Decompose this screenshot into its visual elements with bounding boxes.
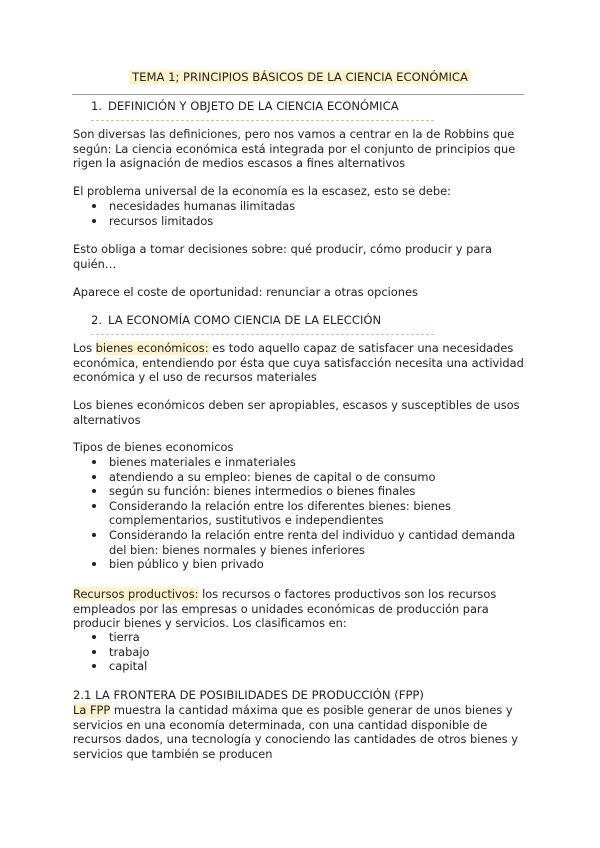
section-2-1-paragraph [73, 703, 533, 761]
section-1-paragraph-3: Esto obliga a tomar decisiones sobre: qué producir, cómo producir y para quién… [73, 242, 492, 271]
list-item: bienes materiales e inmateriales [73, 455, 533, 470]
title-divider [72, 94, 524, 95]
section-2-heading [91, 313, 381, 328]
bienes-economicos-term: bienes económicos: [95, 341, 209, 355]
scarcity-list [73, 199, 533, 228]
document-title: TEMA 1; PRINCIPIOS BÁSICOS DE LA CIENCIA ECONÓMICA [129, 70, 471, 84]
section-1-heading [91, 99, 399, 114]
list-item: tierra [73, 630, 533, 645]
list-item: capital [73, 659, 533, 674]
section-1-divider [91, 120, 434, 121]
list-item: atendiendo a su empleo: bienes de capital o de consumo [73, 470, 533, 485]
list-item: bien público y bien privado [73, 557, 533, 572]
types-label: Tipos de bienes economicos [73, 440, 234, 454]
fpp-term: La FPP [73, 703, 111, 717]
list-item: Considerando la relación entre los diferentes bienes: bienes complementarios, sustitutivos e independientes [73, 499, 533, 528]
list-item: trabajo [73, 645, 533, 660]
section-1-number: 1. [91, 99, 103, 113]
section-1-paragraph-1: Son diversas las definiciones, pero nos vamos a centrar en la de Robbins que según: La ciencia económica está integrada por el conjunto de principios que rigen la asignación de medios escasos a fines alternativos [73, 127, 516, 171]
section-2-divider [91, 334, 434, 335]
section-2-1-heading: 2.1 LA FRONTERA DE POSIBILIDADES DE PRODUCCIÓN (FPP) [73, 688, 424, 702]
section-2-title: LA ECONOMÍA COMO CIENCIA DE LA ELECCIÓN [108, 313, 382, 327]
recursos-productivos-term: Recursos productivos: [73, 587, 199, 601]
list-item: recursos limitados [73, 214, 533, 229]
section-2-paragraph-2: Los bienes económicos deben ser apropiables, escasos y susceptibles de usos alternativos [73, 398, 520, 427]
para-prefix: Los [73, 341, 96, 355]
section-1-paragraph-4: Aparece el coste de oportunidad: renunciar a otras opciones [73, 285, 418, 299]
section-2-paragraph-1 [73, 341, 533, 385]
list-item: según su función: bienes intermedios o bienes finales [73, 484, 533, 499]
para-rest: es todo aquello capaz de satisfacer una necesidades económica, entendiendo por ésta que cuya satisfacción necesita una actividad económica y el uso de recursos materiales [73, 341, 524, 385]
resources-paragraph [73, 587, 533, 631]
fpp-text: muestra la cantidad máxima que es posible generar de unos bienes y servicios en una economía determinada, con una cantidad disponible de recursos dados, una tecnología y conociendo las cantidades de otros bienes y servicios que también se producen [73, 703, 518, 761]
section-2-number: 2. [91, 313, 103, 327]
list-item: Considerando la relación entre renta del individuo y cantidad demanda del bien: bienes normales y bienes inferiores [73, 528, 533, 557]
title-wrap [0, 70, 600, 85]
resources-list [73, 630, 533, 674]
section-1-title: DEFINICIÓN Y OBJETO DE LA CIENCIA ECONÓMICA [108, 99, 399, 113]
types-list [73, 455, 533, 572]
resources-text: los recursos o factores productivos son los recursos empleados por las empresas o unidades económicas de producción para producir bienes y servicios. Los clasificamos en: [73, 587, 497, 631]
section-1-paragraph-2: El problema universal de la economía es la escasez, esto se debe: [73, 184, 451, 198]
list-item: necesidades humanas ilimitadas [73, 199, 533, 214]
